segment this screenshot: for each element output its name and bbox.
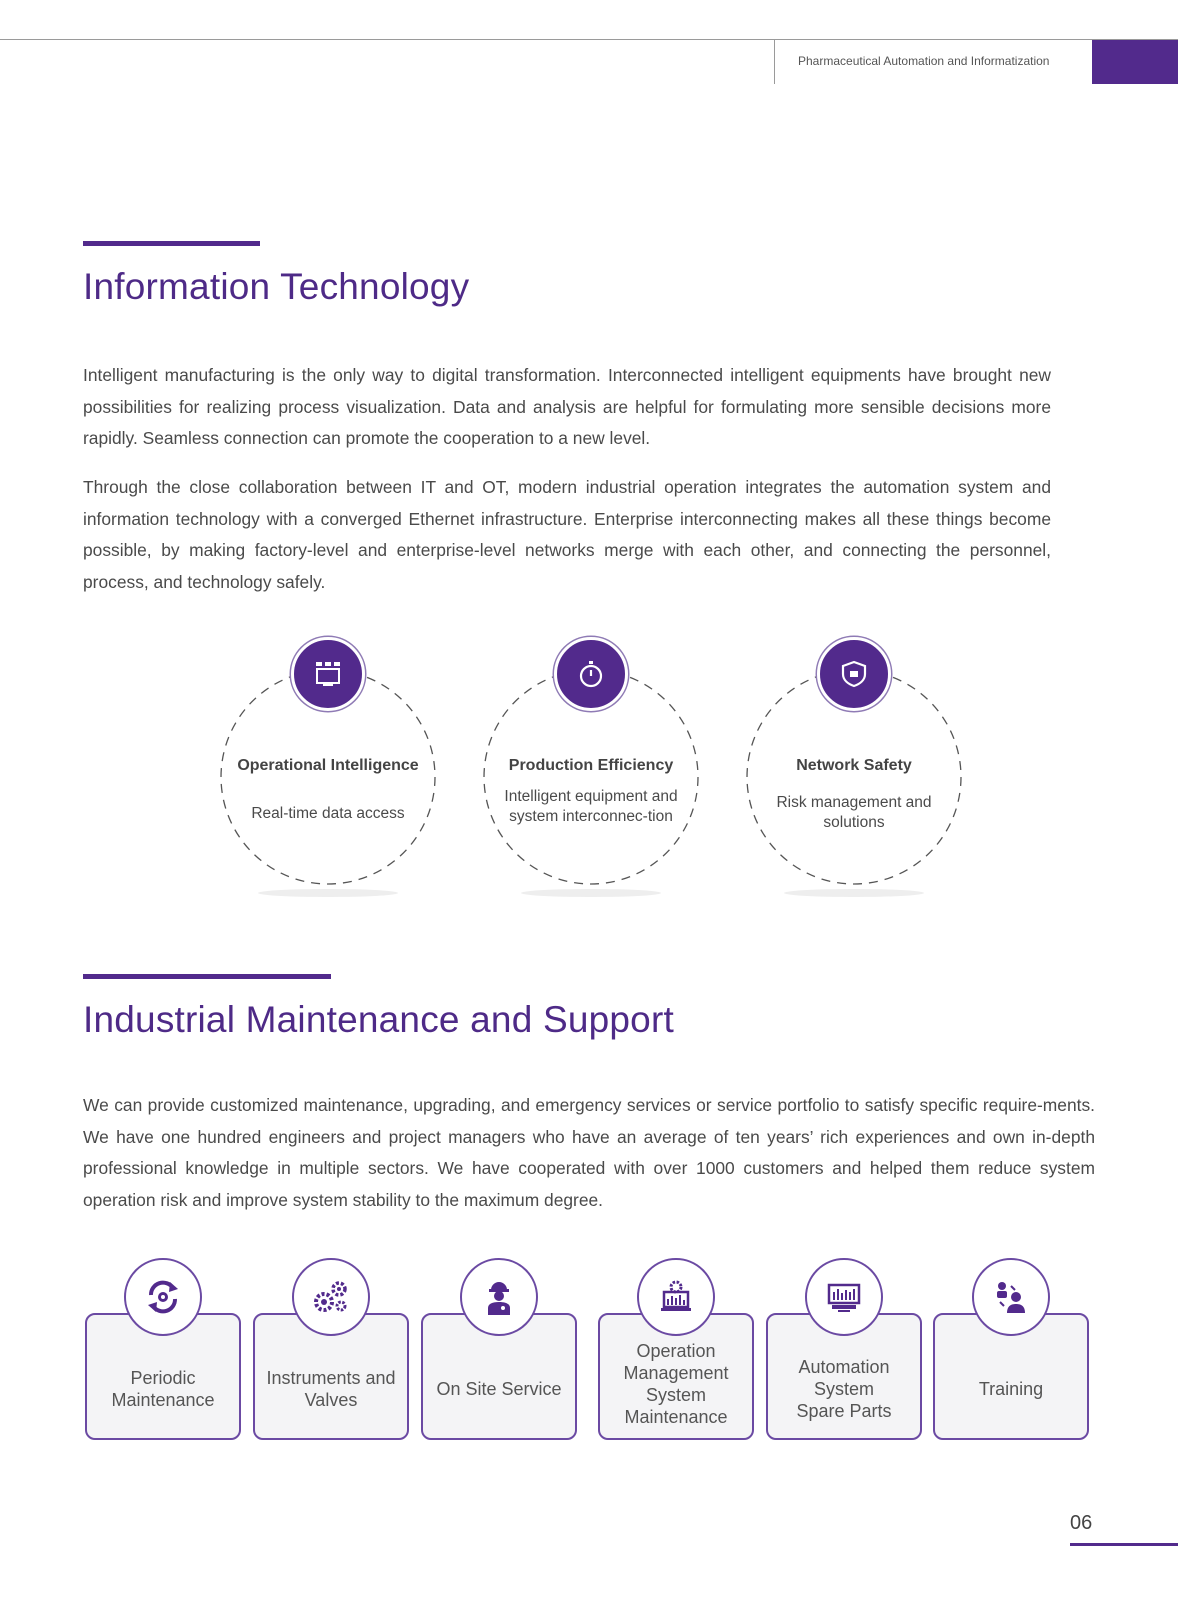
service-label: Operation Management System Maintenance — [623, 1340, 729, 1427]
feature-text: Risk management and solutions — [776, 794, 932, 831]
section-accent-bar — [83, 974, 331, 979]
cycle-gear-icon — [124, 1258, 202, 1336]
service-label: Periodic Maintenance — [111, 1367, 215, 1410]
service-label: Automation System Spare Parts — [796, 1356, 892, 1421]
feature-text: Real-time data access — [251, 805, 405, 822]
it-paragraph-2: Through the close collaboration between IT and OT, modern industrial operation integrates the automation system and information technology with a converged Ethernet infrastructure. Enterprise interconnecting makes all these things become possible, by making factory-level and enterprise-level networks merge with each other, and connecting the personnel, process, and technology safely. — [83, 477, 1051, 592]
feature-title: Production Efficiency — [508, 757, 674, 774]
trainer-icon — [972, 1258, 1050, 1336]
engineer-icon — [460, 1258, 538, 1336]
page-number: 06 — [1070, 1512, 1093, 1534]
shield-icon — [817, 637, 891, 711]
section-title-maintenance: Industrial Maintenance and Support — [83, 999, 674, 1040]
circle-shadow — [784, 889, 924, 897]
header-title: Pharmaceutical Automation and Informatization — [798, 54, 1050, 68]
circle-shadow — [521, 889, 661, 897]
feature-title: Operational Intelligence — [237, 757, 419, 774]
feature-text: Intelligent equipment and system interconnec-tion — [504, 788, 678, 825]
laptop-gear-icon — [637, 1258, 715, 1336]
feature-network-safety — [744, 637, 964, 893]
page-number-rule — [1070, 1543, 1178, 1546]
monitor-icon — [291, 637, 365, 711]
feature-title: Network Safety — [796, 757, 912, 774]
maintenance-paragraph: We can provide customized maintenance, upgrading, and emergency services or service portfolio to satisfy specific require-ments. We have one hundred engineers and project managers who have an average of ten years’ rich experiences and own in-depth professional knowledge in multiple sectors. We have cooperated with over 1000 customers and helped them reduce system operation risk and improve system stability to the maximum degree. — [83, 1095, 1095, 1210]
service-label: Instruments and Valves — [266, 1367, 396, 1410]
section-title-it: Information Technology — [83, 266, 470, 307]
circle-shadow — [258, 889, 398, 897]
header-separator — [774, 40, 775, 84]
service-label: On Site Service — [436, 1378, 562, 1399]
stopwatch-icon — [554, 637, 628, 711]
feature-operational-intelligence — [218, 637, 438, 893]
feature-production-efficiency — [481, 637, 701, 893]
gears-icon — [292, 1258, 370, 1336]
service-label: Training — [978, 1378, 1044, 1399]
control-panel-icon — [805, 1258, 883, 1336]
header-rule — [0, 39, 1178, 40]
section-accent-bar — [83, 241, 260, 246]
it-paragraph-1: Intelligent manufacturing is the only way to digital transformation. Interconnected intelligent equipments have brought new possibilities for realizing process visualization. Data and analysis are helpful for formulating more sensible decisions more rapidly. Seamless connection can promote the cooperation to a new level. — [83, 365, 1051, 448]
header-accent-block — [1092, 40, 1178, 84]
